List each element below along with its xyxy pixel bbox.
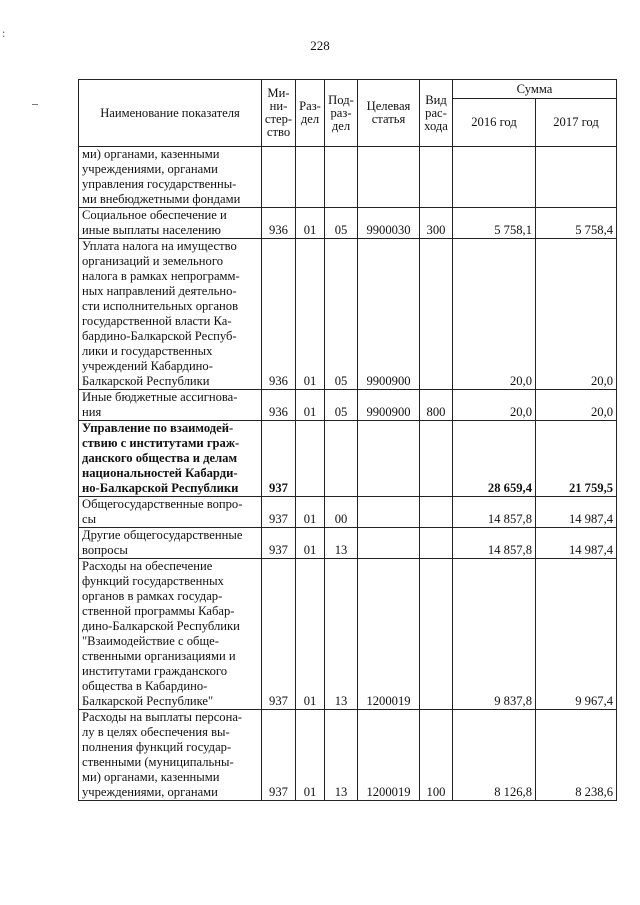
row-name-line: Балкарской Республике": [82, 694, 214, 708]
margin-dash: [32, 104, 38, 105]
row-sum-2016: 5 758,1: [453, 208, 536, 239]
header-expense-type-line: рас-: [425, 105, 447, 120]
row-name-line: полнения функций государ-: [82, 740, 232, 754]
row-sum-2016: [453, 147, 536, 208]
row-name-line: налога в рамках непрограмм-: [82, 269, 240, 283]
row-ministry: 936: [262, 208, 296, 239]
table-row: [79, 390, 617, 421]
row-section: [296, 147, 325, 208]
row-name-line: дино-Балкарской Республики: [82, 619, 240, 633]
row-subsection: 13: [325, 559, 358, 710]
header-ministry-line: ство: [266, 125, 291, 139]
row-name-line: данского общества и делам: [82, 451, 238, 465]
row-sum-2017: 8 238,6: [536, 710, 617, 801]
row-expense-type: [420, 239, 453, 390]
edge-mark: :: [2, 26, 6, 40]
row-section: 01: [296, 710, 325, 801]
header-subsection-line: раз-: [330, 105, 352, 120]
row-name-line: Управление по взаимодей-: [82, 421, 234, 435]
row-expense-type: 100: [420, 710, 453, 801]
row-subsection: 05: [325, 208, 358, 239]
row-subsection: [325, 421, 358, 497]
header-section-line: дел: [300, 112, 320, 126]
header-subsection-line: дел: [331, 118, 351, 133]
header-subsection: [325, 80, 358, 147]
header-target-line: статья: [371, 112, 406, 126]
row-target: 1200019: [358, 559, 420, 710]
row-name-line: ственными (муниципальны-: [82, 755, 234, 769]
row-sum-2016: 28 659,4: [453, 421, 536, 497]
row-name-line: "Взаимодействие с обще-: [82, 634, 219, 648]
row-sum-2016: 14 857,8: [453, 528, 536, 559]
row-name-line: ных направлений деятельно-: [82, 284, 237, 298]
row-target: [358, 147, 420, 208]
row-expense-type: [420, 421, 453, 497]
row-ministry: 937: [262, 497, 296, 528]
row-expense-type: 300: [420, 208, 453, 239]
row-name-line: учреждениями, органами: [82, 785, 218, 799]
row-name: [79, 208, 262, 239]
row-target: [358, 497, 420, 528]
header-ministry-line: ни-: [269, 99, 288, 113]
row-name-line: управления государственны-: [82, 177, 237, 191]
row-ministry: 937: [262, 528, 296, 559]
table-row: [79, 239, 617, 390]
header-expense-type-line: Вид: [425, 92, 447, 107]
row-expense-type: [420, 528, 453, 559]
table-row: [79, 421, 617, 497]
row-section: 01: [296, 239, 325, 390]
row-name-line: Расходы на обеспечение: [82, 559, 213, 573]
table-row: [79, 528, 617, 559]
row-ministry: 937: [262, 421, 296, 497]
row-ministry: 937: [262, 710, 296, 801]
row-section: [296, 421, 325, 497]
row-sum-2017: 20,0: [536, 239, 617, 390]
row-name-line: лу в целях обеспечения вы-: [82, 725, 230, 739]
header-ministry-line: Ми-: [267, 86, 290, 100]
row-expense-type: [420, 559, 453, 710]
row-ministry: 936: [262, 239, 296, 390]
row-name-line: ственной программы Кабар-: [82, 604, 235, 618]
row-name: [79, 528, 262, 559]
header-target-line: Целевая: [366, 99, 411, 113]
row-name-line: ми внебюджетными фондами: [82, 192, 241, 206]
row-name-line: учреждений Кабардино-: [82, 359, 213, 373]
row-name: [79, 147, 262, 208]
row-name: [79, 710, 262, 801]
row-name-line: сти исполнительных органов: [82, 299, 239, 313]
row-name-line: Иные бюджетные ассигнова-: [82, 390, 238, 404]
row-sum-2017: 14 987,4: [536, 497, 617, 528]
row-sum-2017: 20,0: [536, 390, 617, 421]
header-name: Наименование показателя: [79, 80, 262, 147]
table-row: [79, 147, 617, 208]
row-name-line: но-Балкарской Республики: [82, 481, 239, 495]
row-target: [358, 421, 420, 497]
row-ministry: [262, 147, 296, 208]
row-name-line: ния: [82, 405, 102, 419]
row-name-line: Балкарской Республики: [82, 374, 210, 388]
header-expense-type: [420, 80, 453, 147]
row-name-line: иные выплаты населению: [82, 223, 221, 237]
header-year-2017: 2017 год: [536, 99, 617, 147]
row-section: 01: [296, 528, 325, 559]
row-target: 9900030: [358, 208, 420, 239]
table-row: [79, 497, 617, 528]
header-target: [358, 80, 420, 147]
row-ministry: 936: [262, 390, 296, 421]
row-name: [79, 497, 262, 528]
row-target: 9900900: [358, 239, 420, 390]
row-sum-2016: 20,0: [453, 390, 536, 421]
row-name-line: ми) органами, казенными: [82, 147, 220, 161]
row-target: 9900900: [358, 390, 420, 421]
row-sum-2017: 21 759,5: [536, 421, 617, 497]
row-expense-type: [420, 147, 453, 208]
row-name: [79, 239, 262, 390]
table-row: [79, 710, 617, 801]
row-sum-2017: 5 758,4: [536, 208, 617, 239]
row-name-line: ствию с институтами граж-: [82, 436, 240, 450]
row-name-line: институтами гражданского: [82, 664, 228, 678]
row-name-line: функций государственных: [82, 574, 224, 588]
row-name: [79, 390, 262, 421]
row-subsection: [325, 147, 358, 208]
row-name-line: организаций и земельного: [82, 254, 223, 268]
row-name-line: государственной власти Ка-: [82, 314, 232, 328]
row-name-line: сы: [82, 512, 97, 526]
row-sum-2016: 8 126,8: [453, 710, 536, 801]
table-row: [79, 208, 617, 239]
row-name: [79, 559, 262, 710]
row-name-line: учреждениями, органами: [82, 162, 218, 176]
row-ministry: 937: [262, 559, 296, 710]
header-year-2016: 2016 год: [453, 99, 536, 147]
row-name-line: Общегосударственные вопро-: [82, 497, 243, 511]
row-expense-type: 800: [420, 390, 453, 421]
header-ministry: [262, 80, 296, 147]
header-section-line: Раз-: [299, 99, 321, 113]
row-sum-2016: 14 857,8: [453, 497, 536, 528]
row-sum-2017: [536, 147, 617, 208]
row-subsection: 13: [325, 710, 358, 801]
row-section: 01: [296, 208, 325, 239]
row-name-line: вопросы: [82, 543, 128, 557]
page-number: 228: [310, 38, 330, 53]
row-name-line: лики и государственных: [82, 344, 213, 358]
row-name-line: национальностей Кабарди-: [82, 466, 238, 480]
budget-table: [78, 79, 617, 801]
row-name-line: Уплата налога на имущество: [82, 239, 237, 253]
row-name-line: органов в рамках государ-: [82, 589, 223, 603]
row-sum-2017: 14 987,4: [536, 528, 617, 559]
row-name-line: Социальное обеспечение и: [82, 208, 227, 222]
row-target: 1200019: [358, 710, 420, 801]
row-name-line: общества в Кабардино-: [82, 679, 208, 693]
row-subsection: 00: [325, 497, 358, 528]
row-name: [79, 421, 262, 497]
header-expense-type-line: хода: [424, 118, 448, 133]
row-subsection: 05: [325, 239, 358, 390]
row-expense-type: [420, 497, 453, 528]
row-sum-2016: 20,0: [453, 239, 536, 390]
header-sum: Сумма: [453, 80, 617, 99]
row-name-line: ственными организациями и: [82, 649, 236, 663]
row-subsection: 05: [325, 390, 358, 421]
row-name-line: Другие общегосударственные: [82, 528, 243, 542]
row-target: [358, 528, 420, 559]
header-ministry-line: стер-: [264, 112, 293, 126]
row-section: 01: [296, 497, 325, 528]
row-section: 01: [296, 559, 325, 710]
row-sum-2016: 9 837,8: [453, 559, 536, 710]
row-section: 01: [296, 390, 325, 421]
row-subsection: 13: [325, 528, 358, 559]
table-body: [79, 147, 617, 801]
row-name-line: ми) органами, казенными: [82, 770, 220, 784]
header-subsection-line: Под-: [328, 92, 354, 107]
table-row: [79, 559, 617, 710]
header-section: [296, 80, 325, 147]
row-name-line: Расходы на выплаты персона-: [82, 710, 243, 724]
row-sum-2017: 9 967,4: [536, 559, 617, 710]
row-name-line: бардино-Балкарской Респуб-: [82, 329, 237, 343]
